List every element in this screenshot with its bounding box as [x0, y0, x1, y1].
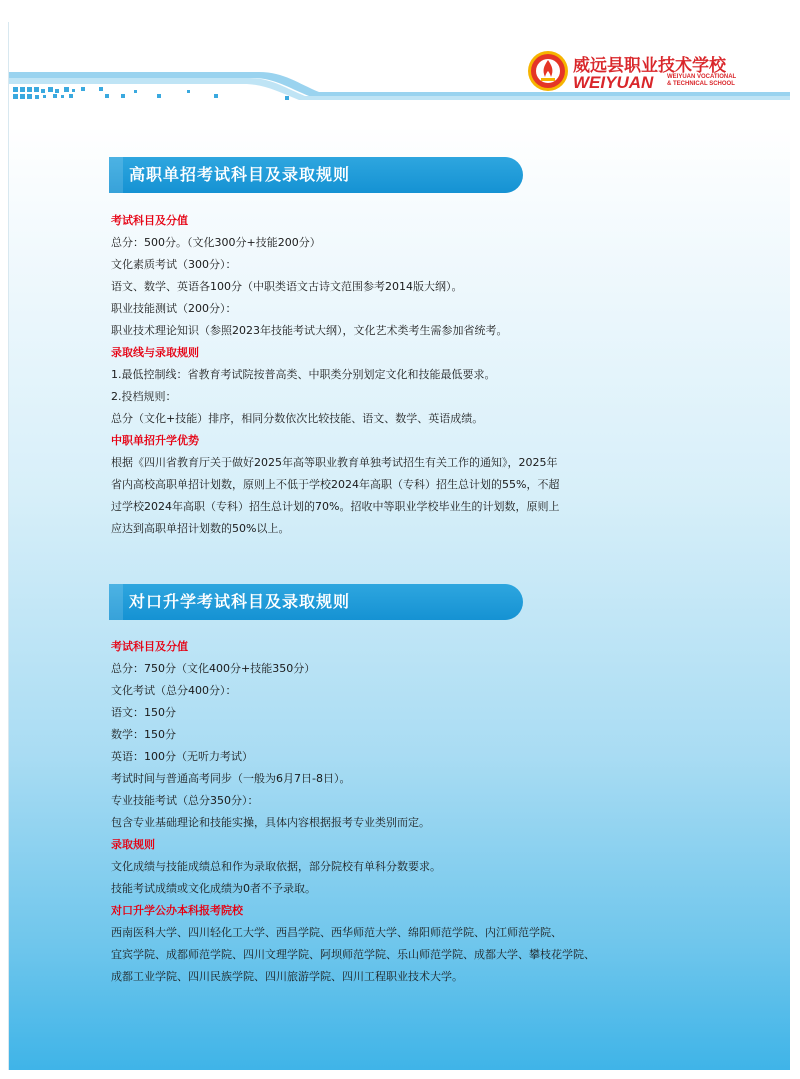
section2-text-line: 西南医科大学、四川轻化工大学、西昌学院、西华师范大学、绵阳师范学院、内江师范学院、	[111, 926, 562, 939]
section1-subheading: 录取线与录取规则	[111, 346, 199, 359]
section1-text-line: 文化素质考试（300分）：	[111, 258, 237, 271]
section1-content	[111, 210, 711, 540]
school-name-en-line2: & TECHNICAL SCHOOL	[667, 81, 735, 87]
section1-text-line: 2.投档规则：	[111, 390, 177, 403]
section1-text-line: 职业技能测试（200分）：	[111, 302, 237, 315]
section2-text-line: 成都工业学院、四川民族学院、四川旅游学院、四川工程职业技术大学。	[111, 970, 463, 983]
section2-title: 对口升学考试科目及录取规则	[129, 592, 351, 611]
section2-text-line: 技能考试成绩或文化成绩为0者不予录取。	[111, 882, 316, 895]
section1-text-line: 总分（文化+技能）排序，相同分数依次比较技能、语文、数学、英语成绩。	[111, 412, 484, 425]
section2-text-line: 英语：100分（无听力考试）	[111, 750, 253, 763]
section1-text-line: 总分：500分。（文化300分+技能200分）	[111, 236, 321, 249]
section1-text-line: 过学校2024年高职（专科）招生总计划的70%。招收中等职业学校毕业生的计划数，原则上	[111, 500, 560, 513]
school-emblem-icon	[527, 50, 569, 92]
section1-text-line: 职业技术理论知识（参照2023年技能考试大纲），文化艺术类考生需参加省统考。	[111, 324, 508, 337]
section1-text-line: 语文、数学、英语各100分（中职类语文古诗文范围参考2014版大纲）。	[111, 280, 463, 293]
section2-text-line: 专业技能考试（总分350分）：	[111, 794, 259, 807]
section1-text-line: 省内高校高职单招计划数，原则上不低于学校2024年高职（专科）招生总计划的55%，不超	[111, 478, 560, 491]
section2-text-line: 总分：750分（文化400分+技能350分）	[111, 662, 316, 675]
brochure-page	[8, 22, 790, 1070]
section2-subheading: 录取规则	[111, 838, 155, 851]
section2-text-line: 考试时间与普通高考同步（一般为6月7日-8日）。	[111, 772, 351, 785]
section1-text-line: 应达到高职单招计划数的50%以上。	[111, 522, 290, 535]
school-name-en-subtitle	[667, 74, 736, 88]
section2-subheading: 对口升学公办本科报考院校	[111, 904, 243, 917]
section1-subheading: 中职单招升学优势	[111, 434, 199, 447]
section1-title-bar	[109, 157, 523, 193]
section1-text-line: 1.最低控制线：省教育考试院按普高类、中职类分别划定文化和技能最低要求。	[111, 368, 496, 381]
section2-text-line: 文化成绩与技能成绩总和作为录取依据，部分院校有单科分数要求。	[111, 860, 441, 873]
section1-title: 高职单招考试科目及录取规则	[129, 165, 351, 184]
school-name-en: WEIYUAN	[573, 73, 654, 92]
section2-title-bar	[109, 584, 523, 620]
section2-text-line: 宜宾学院、成都师范学院、四川文理学院、阿坝师范学院、乐山师范学院、成都大学、攀枝花学院、	[111, 948, 595, 961]
section2-text-line: 数学：150分	[111, 728, 176, 741]
section1-subheading: 考试科目及分值	[111, 214, 188, 227]
school-name-en-line1: WEIYUAN VOCATIONAL	[667, 74, 737, 80]
school-logo	[527, 46, 767, 96]
section2-content	[111, 636, 711, 988]
school-name-cn: 威远县职业技术学校	[573, 56, 726, 76]
section2-text-line: 文化考试（总分400分）：	[111, 684, 237, 697]
section2-text-line: 语文：150分	[111, 706, 176, 719]
section2-subheading: 考试科目及分值	[111, 640, 188, 653]
section2-text-line: 包含专业基础理论和技能实操，具体内容根据报考专业类别而定。	[111, 816, 430, 829]
section1-text-line: 根据《四川省教育厅关于做好2025年高等职业教育单独考试招生有关工作的通知》，2025年	[111, 456, 558, 469]
